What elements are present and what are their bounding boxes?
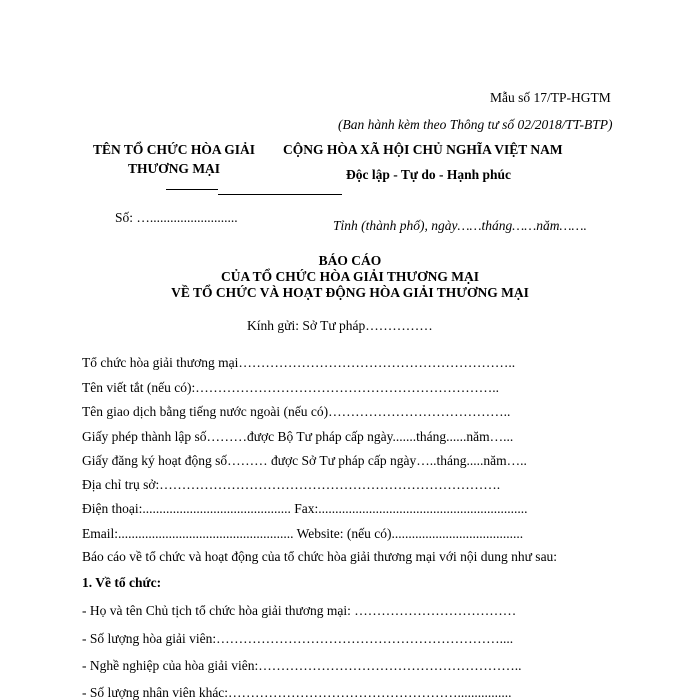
field-phone-fax: Điện thoại:............................................ Fax:.............................................................. [82, 501, 528, 516]
section-1-heading: 1. Về tổ chức: [82, 575, 162, 590]
org-name-underline [166, 189, 218, 190]
report-intro: Báo cáo về tổ chức và hoạt động của tổ chức hòa giải thương mại với nội dung như sau: [82, 549, 558, 564]
report-title: BÁO CÁO [318, 253, 382, 268]
recipient: Kính gửi: Sở Tư pháp…………… [247, 318, 433, 333]
field-operation-registration: Giấy đăng ký hoạt động số……… được Sở Tư pháp cấp ngày…..tháng.....năm….. [82, 453, 527, 468]
place-date: Tỉnh (thành phố), ngày……tháng……năm……. [333, 218, 587, 233]
report-subtitle-1: CỦA TỔ CHỨC HÒA GIẢI THƯƠNG MẠI [220, 269, 480, 284]
field-short-name: Tên viết tắt (nếu có):………………………………………………………….. [82, 380, 499, 395]
issued-with-note: (Ban hành kèm theo Thông tư số 02/2018/TT-BTP) [338, 117, 613, 132]
field-email-website: Email:.................................................... Website: (nếu có)....................................... [82, 526, 524, 541]
field-establishment-license: Giấy phép thành lập số………được Bộ Tư pháp cấp ngày.......tháng......năm…... [82, 429, 514, 444]
form-number: Mẫu số 17/TP-HGTM [490, 90, 611, 105]
org-name-line1: TÊN TỔ CHỨC HÒA GIẢI [92, 142, 256, 157]
field-address: Địa chỉ trụ sở:…………………………………………………………………. [82, 477, 501, 492]
motto: Độc lập - Tự do - Hạnh phúc [346, 167, 512, 182]
report-subtitle-2: VỀ TỔ CHỨC VÀ HOẠT ĐỘNG HÒA GIẢI THƯƠNG MẠI [171, 285, 529, 300]
field-org-name: Tổ chức hòa giải thương mại…………………………………………………….. [82, 355, 516, 370]
motto-underline [218, 194, 342, 195]
section-1-item: - Nghề nghiệp của hòa giải viên:………………………………………………….. [82, 658, 522, 673]
section-1-item: - Họ và tên Chủ tịch tổ chức hòa giải thương mại: ……………………………… [82, 603, 517, 618]
document-number: Số: ….......................... [115, 210, 238, 225]
republic-title: CỘNG HÒA XÃ HỘI CHỦ NGHĨA VIỆT NAM [283, 142, 563, 157]
section-1-item: - Số lượng hòa giải viên:……………………………………………………….... [82, 631, 514, 646]
org-name-line2: THƯƠNG MẠI [127, 161, 221, 176]
field-foreign-name: Tên giao dịch bằng tiếng nước ngoài (nếu có)………………………………….. [82, 404, 511, 419]
section-1-item: - Số lượng nhân viên khác:……………………………………………................ [82, 685, 512, 700]
